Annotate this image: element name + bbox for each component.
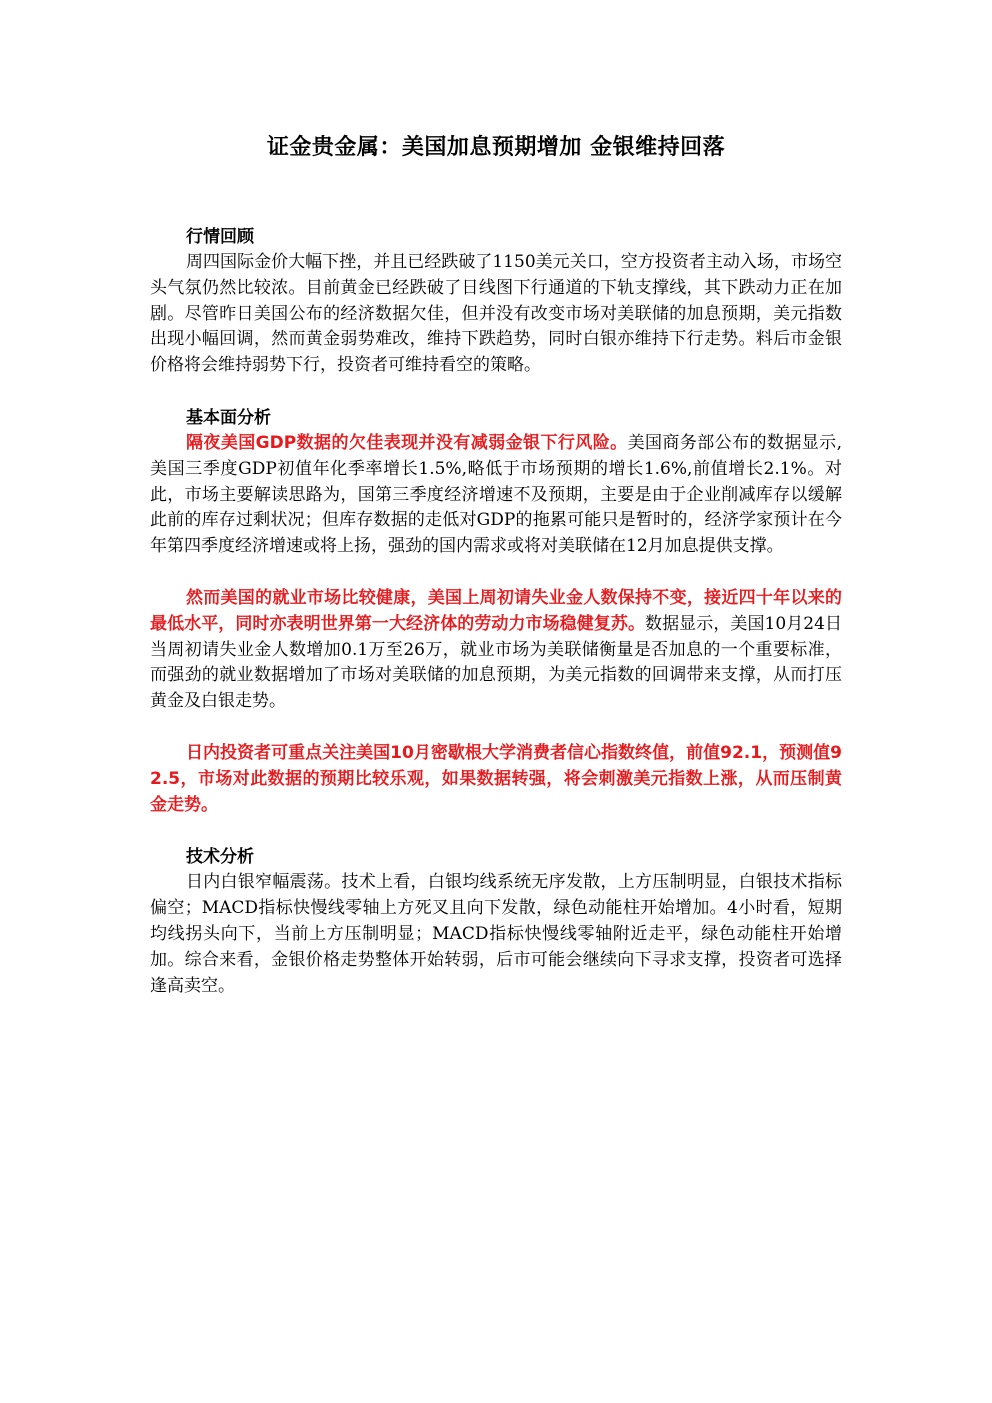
document-title: 证金贵金属：美国加息预期增加 金银维持回落: [266, 135, 726, 160]
fundamental-highlight-2: 然而美国的就业市场比较健康，美国上周初请失业金人数保持不变，接近四十年以来的最低水平，同时亦表明世界第一大经济体的劳动力市场稳健复苏。: [150, 587, 842, 634]
technical-paragraph: 日内白银窄幅震荡。技术上看，白银均线系统无序发散，上方压制明显，白银技术指标偏空；MACD指标快慢线零轴上方死叉且向下发散，绿色动能柱开始增加。4小时看，短期均线拐头向下，当前上方压制明显；MACD指标快慢线零轴附近走平，绿色动能柱开始增加。综合来看，金银价格走势整体开始转弱，后市可能会继续向下寻求支撑，投资者可选择逢高卖空。: [150, 872, 842, 996]
fundamental-highlight-1: 隔夜美国GDP数据的欠佳表现并没有减弱金银下行风险。: [186, 432, 628, 453]
section-heading-fundamental: 基本面分析: [186, 407, 271, 428]
fundamental-paragraph-2: [150, 586, 842, 715]
fundamental-body-2: 数据显示，美国10月24日当周初请失业金人数增加0.1万至26万，就业市场为美联储衡量是否加息的一个重要标准，而强劲的就业数据增加了市场对美联储的加息预期，为美元指数的回调带来支撑，从而打压黄金及白银走势。: [150, 613, 843, 712]
section-heading-review: 行情回顾: [186, 227, 254, 247]
document-body: [150, 224, 842, 999]
review-paragraph: 周四国际金价大幅下挫，并且已经跌破了1150美元关口，空方投资者主动入场，市场空头气氛仍然比较浓。目前黄金已经跌破了日线图下行通道的下轨支撑线，其下跌动力正在加剧。尽管昨日美国公布的经济数据欠佳，但并没有改变市场对美联储的加息预期，美元指数出现小幅回调，然而黄金弱势难改，维持下跌趋势，同时白银亦维持下行走势。料后市金银价格将会维持弱势下行，投资者可维持看空的策略。: [150, 252, 842, 376]
section-heading-technical: 技术分析: [186, 847, 254, 868]
fundamental-highlight-3: 日内投资者可重点关注美国10月密歇根大学消费者信心指数终值，前值92.1，预测值92.5，市场对此数据的预期比较乐观，如果数据转强，将会刺激美元指数上涨，从而压制黄金走势。: [150, 742, 842, 815]
fundamental-body-1: 美国商务部公布的数据显示,美国三季度GDP初值年化季率增长1.5%,略低于市场预期的增长1.6%,前值增长2.1%。对此，市场主要解读思路为，国第三季度经济增速不及预期，主要是由于企业削减库存以缓解此前的库存过剩状况；但库存数据的走低对GDP的拖累可能只是暂时的，经济学家预计在今年第四季度经济增速或将上扬，强劲的国内需求或将对美联储在12月加息提供支撑。: [150, 432, 843, 557]
fundamental-paragraph-1: [150, 431, 842, 560]
fundamental-paragraph-3: [150, 741, 842, 818]
